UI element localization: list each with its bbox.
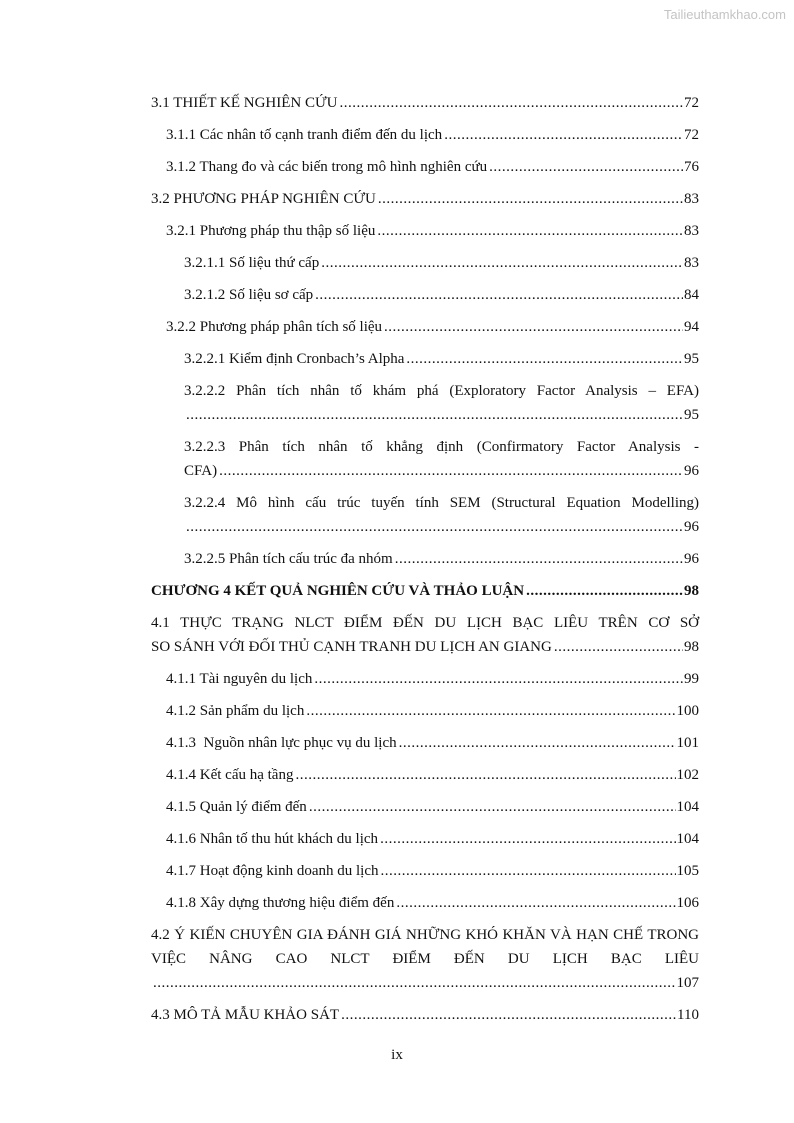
toc-entry-3-2[interactable]	[151, 187, 699, 211]
toc-entry-page: 104	[676, 831, 699, 847]
toc-entry-title: 3.2.2.2 Phân tích nhân tố khám phá (Exploratory Factor Analysis – EFA)	[184, 383, 699, 399]
leader-dots	[526, 579, 683, 603]
leader-dots	[406, 347, 683, 371]
toc-entry-page: 107	[676, 975, 699, 991]
toc-entry-page: 104	[676, 799, 699, 815]
toc-entry-page: 83	[684, 191, 699, 207]
toc-entry-page: 98	[684, 639, 699, 655]
leader-dots	[321, 251, 683, 275]
toc-entry-page: 83	[684, 255, 699, 271]
toc-entry-title: 3.1.1 Các nhân tố cạnh tranh điểm đến du lịch	[166, 127, 443, 143]
leader-dots	[306, 699, 675, 723]
toc-entry-4-1-1[interactable]	[151, 667, 699, 691]
toc-entry-title: 3.2.1 Phương pháp thu thập số liệu	[166, 223, 376, 239]
leader-dots	[341, 1003, 676, 1027]
toc-entry-title: 3.2.1.1 Số liệu thứ cấp	[184, 255, 320, 271]
toc-entry-3-2-2-2[interactable]	[151, 379, 699, 427]
table-of-contents	[151, 91, 699, 1035]
toc-entry-page: 98	[684, 583, 699, 599]
toc-entry-4-1-8[interactable]	[151, 891, 699, 915]
toc-entry-chapter-4[interactable]	[151, 579, 699, 603]
toc-entry-4-1[interactable]	[151, 611, 699, 659]
toc-entry-page: 99	[684, 671, 699, 687]
toc-entry-page: 95	[684, 407, 699, 423]
toc-entry-title: 3.2.2.5 Phân tích cấu trúc đa nhóm	[184, 551, 393, 567]
leader-dots	[339, 91, 683, 115]
toc-entry-page: 96	[684, 463, 699, 479]
leader-dots	[315, 283, 683, 307]
toc-entry-title: 4.2 Ý KIẾN CHUYÊN GIA ĐÁNH GIÁ NHỮNG KHÓ KHĂN VÀ HẠN CHẾ TRONG VIỆC NÂNG CAO NLCT ĐIỂM ĐẾN DU LỊCH BẠC LIÊU	[151, 927, 699, 967]
leader-dots	[377, 219, 683, 243]
toc-entry-title: 4.1.2 Sản phẩm du lịch	[166, 703, 305, 719]
leader-dots	[554, 635, 683, 659]
toc-entry-page: 101	[676, 735, 699, 751]
toc-entry-page: 105	[676, 863, 699, 879]
toc-entry-title: 3.2.1.2 Số liệu sơ cấp	[184, 287, 314, 303]
toc-entry-title: 3.2.2 Phương pháp phân tích số liệu	[166, 319, 383, 335]
toc-entry-4-1-3[interactable]	[151, 731, 699, 755]
toc-entry-page: 94	[684, 319, 699, 335]
toc-entry-3-2-2-5[interactable]	[151, 547, 699, 571]
leader-dots	[396, 891, 675, 915]
leader-dots	[384, 315, 683, 339]
toc-entry-3-2-1[interactable]	[151, 219, 699, 243]
toc-entry-4-3[interactable]	[151, 1003, 699, 1027]
toc-entry-4-1-4[interactable]	[151, 763, 699, 787]
leader-dots	[153, 971, 676, 995]
toc-entry-4-1-7[interactable]	[151, 859, 699, 883]
toc-entry-3-2-2-1[interactable]	[151, 347, 699, 371]
toc-entry-title-continued: SO SÁNH VỚI ĐỐI THỦ CẠNH TRANH DU LỊCH AN GIANG	[151, 639, 552, 655]
toc-entry-title: 4.1 THỰC TRẠNG NLCT ĐIỂM ĐẾN DU LỊCH BẠC LIÊU TRÊN CƠ SỞ	[151, 615, 699, 631]
toc-entry-title: 3.1.2 Thang đo và các biến trong mô hình nghiên cứu	[166, 159, 488, 175]
toc-entry-title: 4.1.8 Xây dựng thương hiệu điểm đến	[166, 895, 395, 911]
toc-entry-title: 3.2 PHƯƠNG PHÁP NGHIÊN CỨU	[151, 191, 376, 207]
leader-dots	[295, 763, 675, 787]
toc-entry-title: 4.1.1 Tài nguyên du lịch	[166, 671, 313, 687]
toc-entry-3-2-2[interactable]	[151, 315, 699, 339]
leader-dots	[186, 403, 683, 427]
toc-entry-4-1-6[interactable]	[151, 827, 699, 851]
toc-entry-title: 3.2.2.3 Phân tích nhân tố khẳng định (Confirmatory Factor Analysis -	[184, 439, 699, 455]
toc-entry-title: 4.1.5 Quản lý điểm đến	[166, 799, 307, 815]
toc-entry-page: 83	[684, 223, 699, 239]
toc-entry-page: 102	[676, 767, 699, 783]
toc-entry-3-1[interactable]	[151, 91, 699, 115]
watermark: Tailieuthamkhao.com	[663, 7, 786, 22]
leader-dots	[489, 155, 683, 179]
toc-entry-page: 100	[676, 703, 699, 719]
toc-entry-4-1-5[interactable]	[151, 795, 699, 819]
toc-entry-page: 96	[684, 519, 699, 535]
leader-dots	[186, 515, 683, 539]
leader-dots	[378, 187, 683, 211]
leader-dots	[380, 827, 675, 851]
toc-entry-title: 3.2.2.4 Mô hình cấu trúc tuyến tính SEM (Structural Equation Modelling)	[184, 495, 699, 511]
toc-entry-4-2[interactable]	[151, 923, 699, 995]
leader-dots	[309, 795, 676, 819]
toc-entry-page: 72	[684, 127, 699, 143]
leader-dots	[395, 547, 683, 571]
leader-dots	[444, 123, 683, 147]
toc-entry-title: CHƯƠNG 4 KẾT QUẢ NGHIÊN CỨU VÀ THẢO LUẬN	[151, 583, 525, 599]
toc-entry-title: 4.1.6 Nhân tố thu hút khách du lịch	[166, 831, 379, 847]
toc-entry-page: 110	[677, 1007, 699, 1023]
leader-dots	[314, 667, 683, 691]
toc-entry-3-2-1-1[interactable]	[151, 251, 699, 275]
toc-entry-page: 72	[684, 95, 699, 111]
toc-entry-page: 84	[684, 287, 699, 303]
toc-entry-title: 3.1 THIẾT KẾ NGHIÊN CỨU	[151, 95, 338, 111]
toc-entry-title: 3.2.2.1 Kiểm định Cronbach’s Alpha	[184, 351, 405, 367]
toc-entry-3-2-1-2[interactable]	[151, 283, 699, 307]
leader-dots	[399, 731, 676, 755]
toc-entry-3-1-1[interactable]	[151, 123, 699, 147]
toc-entry-3-2-2-3[interactable]	[151, 435, 699, 483]
toc-entry-title: 4.3 MÔ TẢ MẪU KHẢO SÁT	[151, 1007, 340, 1023]
toc-entry-title: 4.1.7 Hoạt động kinh doanh du lịch	[166, 863, 379, 879]
toc-entry-title-continued: CFA)	[184, 463, 218, 479]
toc-entry-title: 4.1.4 Kết cấu hạ tầng	[166, 767, 294, 783]
toc-entry-3-1-2[interactable]	[151, 155, 699, 179]
page-number: ix	[391, 1047, 403, 1063]
toc-entry-title: 4.1.3 Nguồn nhân lực phục vụ du lịch	[166, 735, 397, 751]
leader-dots	[219, 459, 683, 483]
toc-entry-page: 96	[684, 551, 699, 567]
toc-entry-page: 106	[676, 895, 699, 911]
toc-entry-page: 76	[684, 159, 699, 175]
toc-entry-page: 95	[684, 351, 699, 367]
toc-entry-4-1-2[interactable]	[151, 699, 699, 723]
leader-dots	[380, 859, 675, 883]
toc-entry-3-2-2-4[interactable]	[151, 491, 699, 539]
